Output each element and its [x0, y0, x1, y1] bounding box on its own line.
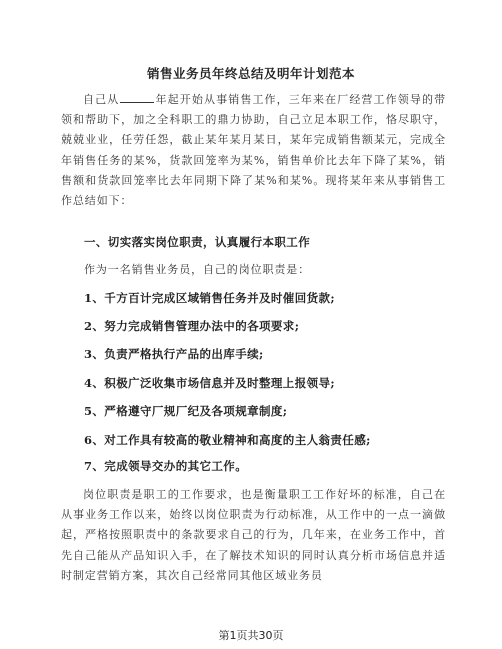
duty-item-5: 5、严格遵守厂规厂纪及各项规章制度;	[84, 404, 288, 418]
fill-in-blank	[120, 91, 154, 103]
section-heading-1: 一、切实落实岗位职责，认真履行本职工作	[84, 235, 311, 249]
page-number-footer: 第1页共30页	[218, 629, 284, 642]
duty-item-4: 4、积极广泛收集市场信息并及时整理上报领导;	[84, 376, 336, 390]
intro-paragraph-start: 自己从	[83, 93, 120, 106]
duty-item-1: 1、千方百计完成区域销售任务并及时催回货款;	[84, 291, 336, 305]
document-title: 销售业务员年终总结及明年计划范本	[146, 66, 355, 81]
intro-paragraph	[61, 90, 446, 211]
intro-paragraph-rest: 年起开始从事销售工作，三年来在厂经营工作领导的带领和帮助下，加之全科职工的鼎力协助，自己立足本职工作，恪尽职守，兢兢业业，任劳任怨，截止某年某月某日，某年完成销售额某元，完成全年销售任务的某%，货款回笼率为某%，销售单价比去年下降了某%，销售额和货款回笼率比去年同期下降了某%和某%。现将某年来从事销售工作总结如下：	[61, 93, 446, 208]
duty-item-2: 2、努力完成销售管理办法中的各项要求;	[84, 319, 300, 333]
duty-item-7: 7、完成领导交办的其它工作。	[84, 459, 248, 473]
responsibility-paragraph: 岗位职责是职工的工作要求，也是衡量职工工作好坏的标准，自己在从事业务工作以来，始终以岗位职责为行动标准，从工作中的一点一滴做起，严格按照职责中的条款要求自己的行为，几年来，在业务工作中，首先自己能从产品知识入手，在了解技术知识的同时认真分析市场信息并适时制定营销方案，其次自己经常同其他区域业务员	[61, 488, 446, 582]
duty-item-6: 6、对工作具有较高的敬业精神和高度的主人翁责任感;	[84, 433, 371, 447]
section-intro-line: 作为一名销售业务员，自己的岗位职责是：	[84, 263, 311, 276]
duty-item-3: 3、负责严格执行产品的出库手续;	[84, 347, 264, 361]
